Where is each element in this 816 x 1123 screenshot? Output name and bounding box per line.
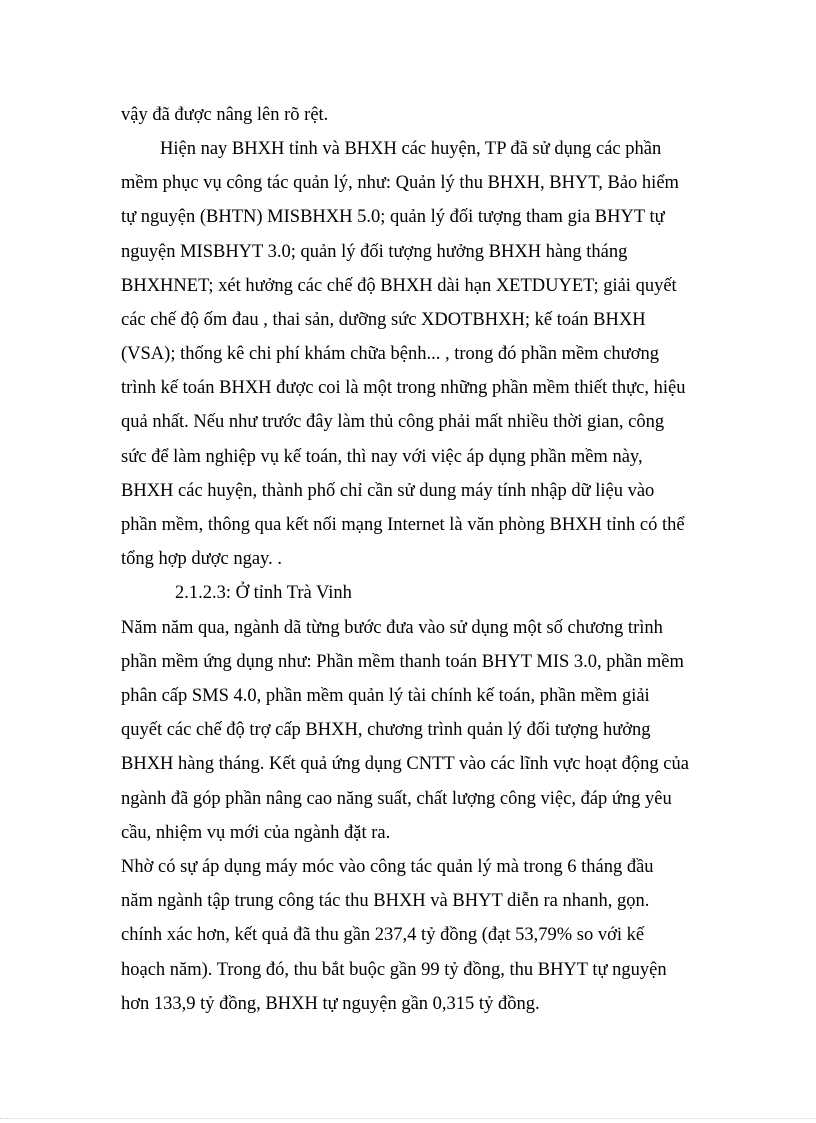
text-line: năm ngành tập trung công tác thu BHXH và BHYT diễn ra nhanh, gọn. xyxy=(121,891,650,911)
text-line: BHXH các huyện, thành phố chỉ cần sử dung máy tính nhập dữ liệu vào xyxy=(121,481,655,501)
text-line: vậy đã được nâng lên rõ rệt. xyxy=(121,105,329,125)
text-line: các chế độ ốm đau , thai sản, dưỡng sức XDOTBHXH; kế toán BHXH xyxy=(121,310,646,330)
text-line: tự nguyện (BHTN) MISBHXH 5.0; quản lý đối tượng tham gia BHYT tự xyxy=(121,207,665,227)
text-line: phân cấp SMS 4.0, phần mềm quản lý tài chính kế toán, phần mềm giải xyxy=(121,686,650,706)
text-line: phần mềm ứng dụng như: Phần mềm thanh toán BHYT MIS 3.0, phần mềm xyxy=(121,652,684,672)
text-line: BHXHNET; xét hưởng các chế độ BHXH dài hạn XETDUYET; giải quyết xyxy=(121,276,677,296)
text-line: phần mềm, thông qua kết nối mạng Internet là văn phòng BHXH tỉnh có thể xyxy=(121,515,685,535)
text-line: quả nhất. Nếu như trước đây làm thủ công phải mất nhiều thời gian, công xyxy=(121,412,665,432)
text-line: trình kế toán BHXH được coi là một trong những phần mềm thiết thực, hiệu xyxy=(121,378,686,398)
section-heading: 2.1.2.3: Ở tỉnh Trà Vinh xyxy=(175,583,352,603)
text-line: quyết các chế độ trợ cấp BHXH, chương trình quản lý đối tượng hưởng xyxy=(121,720,651,740)
text-line: Năm năm qua, ngành dã từng bước đưa vào sử dụng một số chương trình xyxy=(121,618,663,638)
text-line: Nhờ có sự áp dụng máy móc vào công tác quản lý mà trong 6 tháng đầu xyxy=(121,857,654,877)
page-bottom-border xyxy=(0,1118,816,1119)
text-line: tổng hợp dược ngay. . xyxy=(121,549,282,569)
text-line: hơn 133,9 tỷ đồng, BHXH tự nguyện gần 0,315 tỷ đồng. xyxy=(121,994,540,1014)
text-line: BHXH hàng tháng. Kết quả ứng dụng CNTT vào các lĩnh vực hoạt động của xyxy=(121,754,689,774)
text-line: nguyện MISBHYT 3.0; quản lý đối tượng hưởng BHXH hàng tháng xyxy=(121,242,628,262)
text-line: (VSA); thống kê chi phí khám chữa bệnh... , trong đó phần mềm chương xyxy=(121,344,659,364)
text-line: ngành đã góp phần nâng cao năng suất, chất lượng công việc, đáp ứng yêu xyxy=(121,789,672,809)
text-line: Hiện nay BHXH tỉnh và BHXH các huyện, TP đã sử dụng các phần xyxy=(160,139,662,159)
text-line: cầu, nhiệm vụ mới của ngành đặt ra. xyxy=(121,823,391,843)
text-line: mềm phục vụ công tác quản lý, như: Quản lý thu BHXH, BHYT, Bảo hiểm xyxy=(121,173,679,193)
text-line: sức để làm nghiệp vụ kế toán, thì nay với việc áp dụng phần mềm này, xyxy=(121,447,643,467)
text-line: chính xác hơn, kết quả đã thu gần 237,4 tỷ đồng (đạt 53,79% so với kế xyxy=(121,925,645,945)
text-line: hoạch năm). Trong đó, thu bắt buộc gần 99 tỷ đồng, thu BHYT tự nguyện xyxy=(121,960,667,980)
